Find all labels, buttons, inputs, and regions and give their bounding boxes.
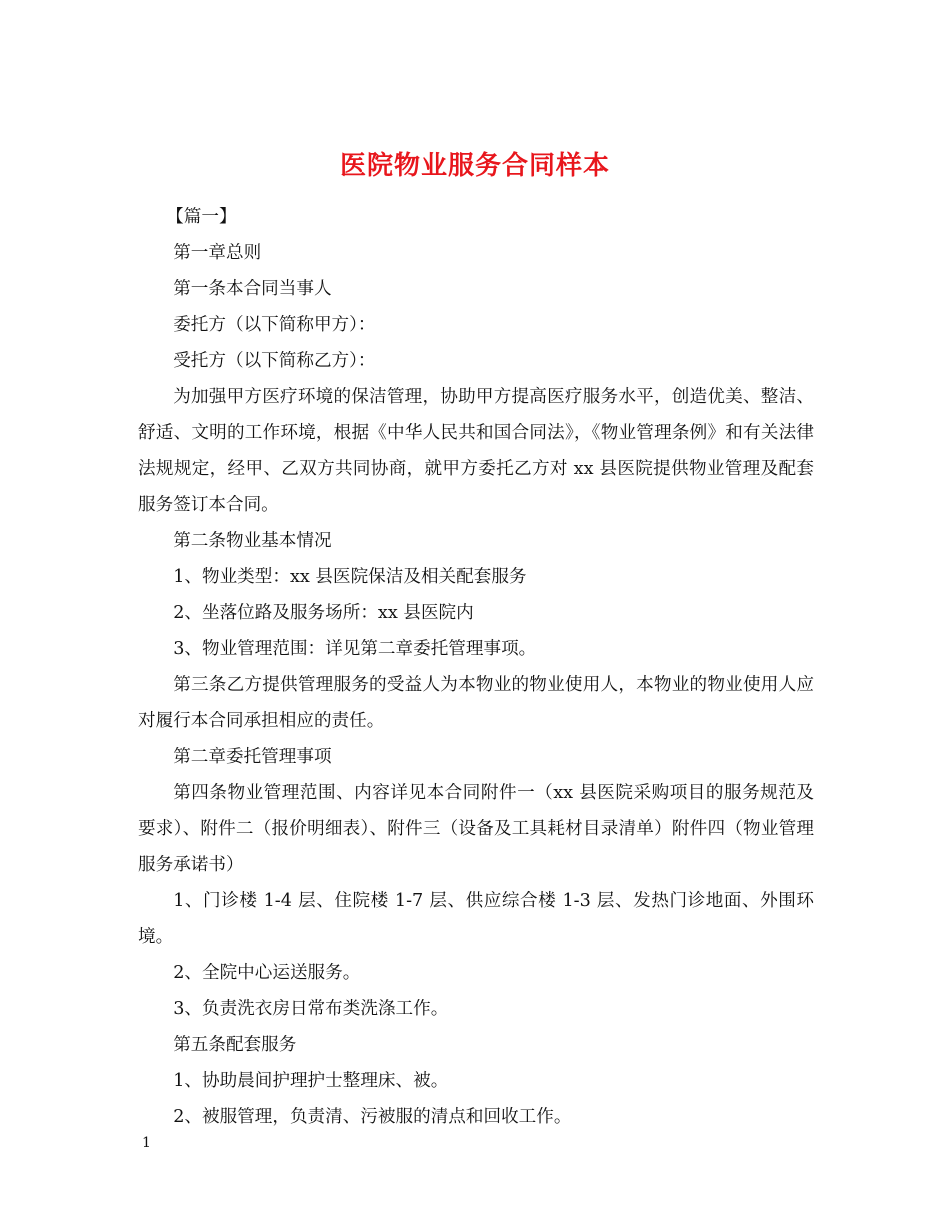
article-heading: 第一条本合同当事人 bbox=[173, 279, 332, 299]
document-body bbox=[138, 199, 814, 1135]
body-paragraph: 第四条物业管理范围、内容详见本合同附件一（xx 县医院采购项目的服务规范及要求）、附件二（报价明细表）、附件三（设备及工具耗材目录清单）附件四（物业管理服务承诺书） bbox=[138, 783, 814, 875]
list-item: 1、门诊楼 1-4 层、住院楼 1-7 层、供应综合楼 1-3 层、发热门诊地面、外围环境。 bbox=[138, 891, 814, 947]
body-paragraph: 为加强甲方医疗环境的保洁管理，协助甲方提高医疗服务水平，创造优美、整洁、舒适、文明的工作环境，根据《中华人民共和国合同法》，《物业管理条例》和有关法律法规规定，经甲、乙双方共同协商，就甲方委托乙方对 xx 县医院提供物业管理及配套服务签订本合同。 bbox=[138, 387, 814, 515]
list-item: 2、全院中心运送服务。 bbox=[173, 963, 361, 983]
section-heading: 【篇一】 bbox=[166, 207, 237, 227]
chapter-heading: 第一章总则 bbox=[173, 243, 262, 263]
chapter-heading: 第二章委托管理事项 bbox=[173, 747, 332, 767]
body-paragraph: 第三条乙方提供管理服务的受益人为本物业的物业使用人，本物业的物业使用人应对履行本合同承担相应的责任。 bbox=[138, 675, 814, 731]
article-heading: 第五条配套服务 bbox=[173, 1035, 297, 1055]
article-heading: 第二条物业基本情况 bbox=[173, 531, 332, 551]
list-item: 1、协助晨间护理护士整理床、被。 bbox=[173, 1071, 449, 1091]
party-line: 委托方（以下简称甲方）： bbox=[173, 315, 376, 335]
list-item: 1、物业类型：xx 县医院保洁及相关配套服务 bbox=[173, 567, 527, 587]
list-item: 3、负责洗衣房日常布类洗涤工作。 bbox=[173, 999, 449, 1019]
party-line: 受托方（以下简称乙方）： bbox=[173, 351, 376, 371]
page-number: 1 bbox=[142, 1135, 151, 1151]
list-item: 3、物业管理范围：详见第二章委托管理事项。 bbox=[173, 639, 537, 659]
list-item: 2、坐落位路及服务场所：xx 县医院内 bbox=[173, 603, 474, 623]
document-title: 医院物业服务合同样本 bbox=[339, 151, 610, 182]
list-item: 2、被服管理，负责清、污被服的清点和回收工作。 bbox=[173, 1107, 572, 1127]
